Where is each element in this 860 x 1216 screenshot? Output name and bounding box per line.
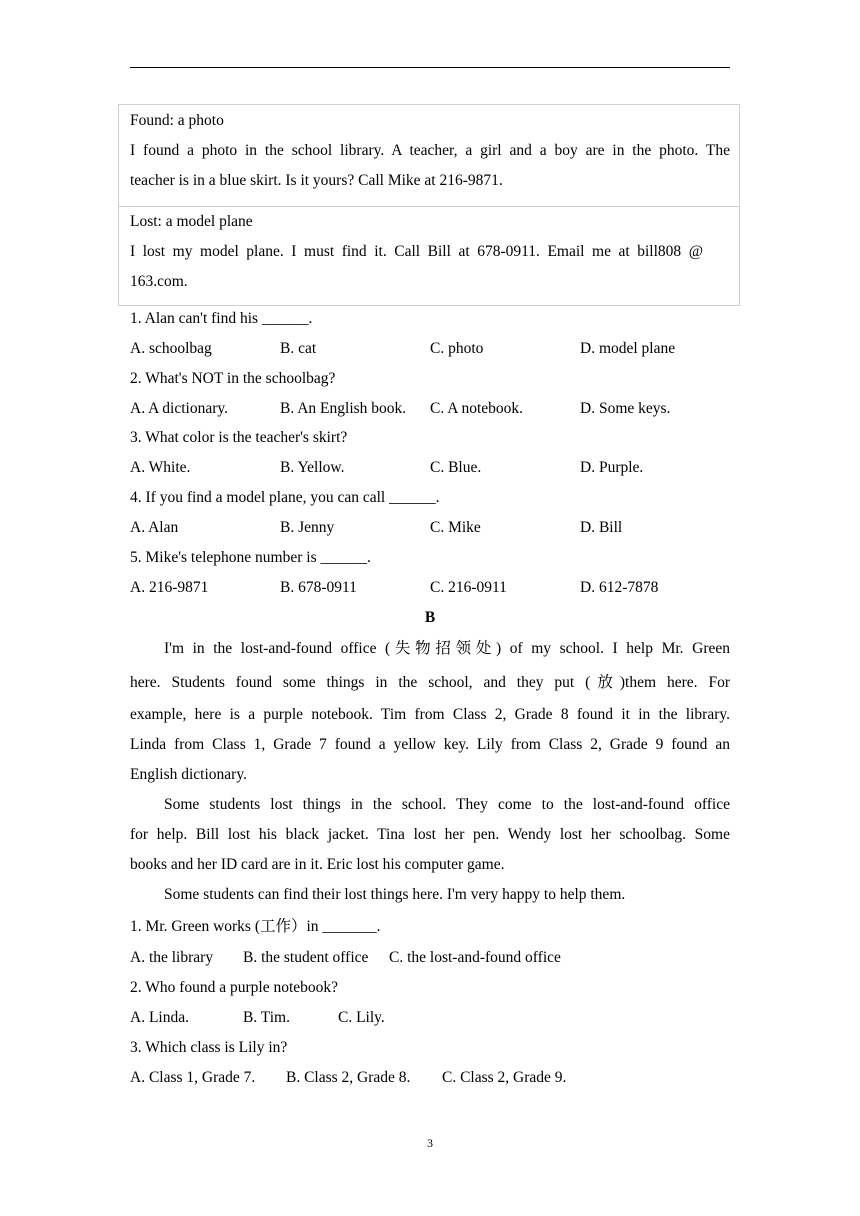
- option-a5-d: D. 612-7878: [580, 579, 659, 596]
- notice-divider: [119, 206, 739, 207]
- option-b1-a: A. the library: [130, 949, 214, 966]
- notice-table: [118, 104, 740, 306]
- notice-found-line-1: I found a photo in the school library. A teacher, a girl and a boy are in the photo. The: [130, 142, 730, 159]
- question-a3: 3. What color is the teacher's skirt?: [130, 429, 348, 446]
- question-a2: 2. What's NOT in the schoolbag?: [130, 370, 336, 387]
- option-b2-b: B. Tim.: [243, 1009, 290, 1026]
- option-b1-c: C. the lost-and-found office: [389, 949, 561, 966]
- passage-line-5: English dictionary.: [130, 766, 247, 783]
- option-a5-a: A. 216-9871: [130, 579, 209, 596]
- option-b3-b: B. Class 2, Grade 8.: [286, 1069, 411, 1086]
- notice-lost-title: Lost: a model plane: [130, 213, 253, 230]
- option-a2-d: D. Some keys.: [580, 400, 671, 417]
- section-b-heading: B: [424, 609, 436, 626]
- header-rule: [130, 67, 730, 68]
- option-a3-d: D. Purple.: [580, 459, 644, 476]
- question-b3: 3. Which class is Lily in?: [130, 1039, 288, 1056]
- option-a1-a: A. schoolbag: [130, 340, 212, 357]
- option-a3-b: B. Yellow.: [280, 459, 345, 476]
- option-a5-c: C. 216-0911: [430, 579, 507, 596]
- passage-line-7: for help. Bill lost his black jacket. Tina lost her pen. Wendy lost her schoolbag. Some: [130, 826, 730, 843]
- option-a3-a: A. White.: [130, 459, 191, 476]
- passage-line-4: Linda from Class 1, Grade 7 found a yellow key. Lily from Class 2, Grade 9 found an: [130, 736, 730, 753]
- option-a2-c: C. A notebook.: [430, 400, 524, 417]
- passage-line-9: Some students can find their lost things here. I'm very happy to help them.: [164, 886, 626, 903]
- option-a2-b: B. An English book.: [280, 400, 407, 417]
- notice-lost-line-2: 163.com.: [130, 273, 188, 290]
- option-b3-a: A. Class 1, Grade 7.: [130, 1069, 256, 1086]
- question-a1: 1. Alan can't find his ______.: [130, 310, 313, 327]
- question-a4: 4. If you find a model plane, you can call ______.: [130, 489, 440, 506]
- option-a4-d: D. Bill: [580, 519, 623, 536]
- option-b3-c: C. Class 2, Grade 9.: [442, 1069, 567, 1086]
- question-b2: 2. Who found a purple notebook?: [130, 979, 339, 996]
- option-a1-c: C. photo: [430, 340, 484, 357]
- notice-found-line-2: teacher is in a blue skirt. Is it yours? Call Mike at 216-9871.: [130, 172, 503, 189]
- option-a4-a: A. Alan: [130, 519, 179, 536]
- passage-line-3: example, here is a purple notebook. Tim from Class 2, Grade 8 found it in the library.: [130, 706, 730, 723]
- question-b1: 1. Mr. Green works (工作）in _______.: [130, 918, 381, 935]
- passage-line-8: books and her ID card are in it. Eric lost his computer game.: [130, 856, 505, 873]
- passage-line-2: here. Students found some things in the school, and they put (放)them here. For: [130, 674, 730, 691]
- option-b2-c: C. Lily.: [338, 1009, 385, 1026]
- option-a5-b: B. 678-0911: [280, 579, 357, 596]
- option-a2-a: A. A dictionary.: [130, 400, 229, 417]
- passage-line-6: Some students lost things in the school. They come to the lost-and-found office: [164, 796, 730, 813]
- option-a4-b: B. Jenny: [280, 519, 335, 536]
- option-b1-b: B. the student office: [243, 949, 369, 966]
- option-a1-b: B. cat: [280, 340, 317, 357]
- passage-line-1: I'm in the lost-and-found office (失物招领处) of my school. I help Mr. Green: [164, 640, 730, 657]
- option-a3-c: C. Blue.: [430, 459, 482, 476]
- option-b2-a: A. Linda.: [130, 1009, 189, 1026]
- notice-found-title: Found: a photo: [130, 112, 224, 129]
- page-number: 3: [427, 1136, 433, 1150]
- option-a1-d: D. model plane: [580, 340, 676, 357]
- notice-lost-line-1: I lost my model plane. I must find it. Call Bill at 678-0911. Email me at bill808 @: [130, 243, 703, 260]
- question-a5: 5. Mike's telephone number is ______.: [130, 549, 371, 566]
- option-a4-c: C. Mike: [430, 519, 481, 536]
